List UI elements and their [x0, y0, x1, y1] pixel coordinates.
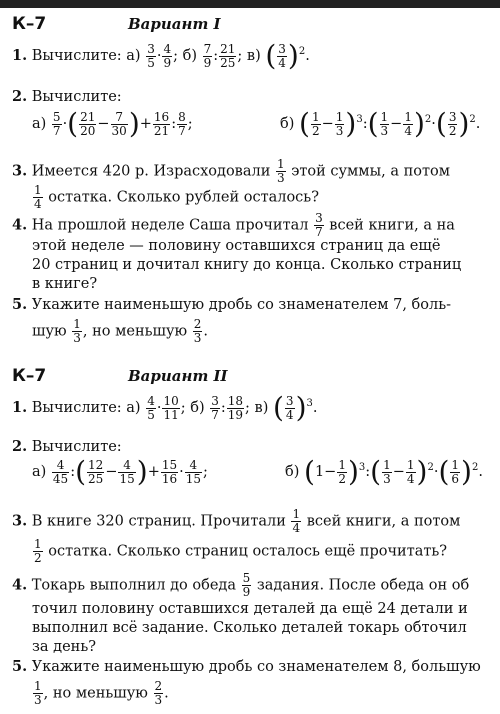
v1-task4-line1: 4. На прошлой неделе Саша прочитал $\frac{3}{7}$ всей книги, а на: [12, 211, 455, 239]
v1-task1: 1. Вычислите: а) $\frac{3}{5}$ · $\frac{4}{9}$ ; б) $\frac{7}{9}$ : $\frac{21}{25}$ ; в) ( $\frac{3}{4}$ )$^2$.: [12, 39, 310, 72]
v2-variant-title: Вариант II: [128, 367, 228, 385]
v1-task3-line1: 3. Имеется 420 р. Израсходовали $\frac{1}{3}$ этой суммы, а потом: [12, 157, 451, 185]
v2-task4-line3: выполнил всё задание. Сколько деталей токарь обточил: [32, 620, 467, 636]
v2-code: К–7: [12, 366, 47, 386]
v1-task4-line3: 20 страниц и дочитал книгу до конца. Сколько страниц: [32, 257, 462, 273]
v1-task4-line2: этой неделе — половину оставшихся страниц да ещё: [32, 238, 441, 254]
v1-task3-line2: $\frac{1}{4}$ остатка. Сколько рублей осталось?: [34, 183, 319, 211]
v1-task5-line1: 5. Укажите наименьшую дробь со знаменателем 7, боль-: [12, 296, 451, 313]
v2-task4-line2: точил половину оставшихся деталей да ещё 24 детали и: [32, 601, 468, 617]
v2-task5-line2: $\frac{1}{3}$ , но меньшую $\frac{2}{3}$ .: [34, 679, 169, 707]
v2-task2a: а) $\frac{4}{45}$ :( $\frac{12}{25}$ − $\frac{4}{15}$ )+ $\frac{15}{16}$ · $\frac{4}{15}$ ;: [32, 455, 208, 488]
v1-task5-line2: шую $\frac{1}{3}$ , но меньшую $\frac{2}{3}$ .: [32, 317, 209, 345]
v1-task2a: а) $\frac{5}{7}$ ·( $\frac{21}{20}$ − $\frac{7}{30}$ )+ $\frac{16}{21}$ : $\frac{8}{7}$ ;: [32, 107, 193, 140]
v2-task3-line1: 3. В книге 320 страниц. Прочитали $\frac{1}{4}$ всей книги, а потом: [12, 507, 461, 535]
v2-task5-line1: 5. Укажите наименьшую дробь со знаменателем 8, большую: [12, 658, 481, 675]
v2-task4-line4: за день?: [32, 639, 97, 655]
v2-task4-line1: 4. Токарь выполнил до обеда $\frac{5}{9}$ задания. После обеда он об: [12, 571, 470, 599]
v2-task3-line2: $\frac{1}{2}$ остатка. Сколько страниц осталось ещё прочитать?: [34, 537, 448, 565]
v2-task2-title: 2. Вычислите:: [12, 438, 122, 455]
v1-code: К–7: [12, 14, 47, 34]
v1-task4-line4: в книге?: [32, 276, 98, 292]
v1-task2b: б) ( $\frac{1}{2}$ − $\frac{1}{3}$ )$^3$:( $\frac{1}{3}$ − $\frac{1}{4}$ )$^2$·( $\frac{3}{2}$ )$^2$.: [280, 107, 481, 140]
v2-task2b: б) (1− $\frac{1}{2}$ )$^3$:( $\frac{1}{3}$ − $\frac{1}{4}$ )$^2$·( $\frac{1}{6}$ )$^2$.: [285, 455, 483, 488]
v1-task2-title: 2. Вычислите:: [12, 88, 122, 105]
top-border: [0, 0, 500, 8]
v1-variant-title: Вариант I: [128, 15, 221, 33]
v2-task1: 1. Вычислите: а) $\frac{4}{5}$ · $\frac{10}{11}$ ; б) $\frac{3}{7}$ : $\frac{18}{19}$ ; в) ( $\frac{3}{4}$ )$^3$.: [12, 391, 318, 424]
